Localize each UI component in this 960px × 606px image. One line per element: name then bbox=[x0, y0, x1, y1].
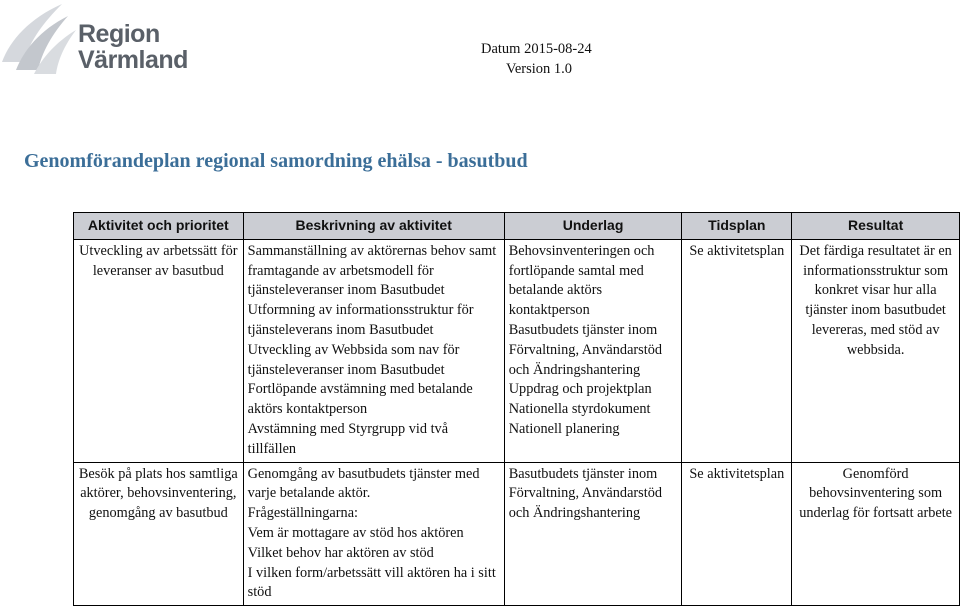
page-title: Genomförandeplan regional samordning ehälsa - basutbud bbox=[24, 150, 528, 172]
table-header-row bbox=[74, 213, 960, 240]
logo-line-2: Värmland bbox=[78, 46, 188, 74]
table-row bbox=[74, 239, 960, 462]
underlag-line: Nationella styrdokument bbox=[508, 401, 651, 418]
aktivitet-text: Besök på plats hos samtliga aktörer, behovsinventering, genomgång av basutbud bbox=[78, 465, 238, 522]
tidsplan-text: Se aktivitetsplan bbox=[689, 242, 785, 259]
cell-resultat bbox=[792, 462, 960, 606]
cell-underlag bbox=[504, 462, 682, 606]
cell-underlag bbox=[504, 239, 682, 462]
logo-swoosh-icon bbox=[0, 0, 80, 80]
underlag-line: Basutbudets tjänster inom Förvaltning, Användarstöd och Ändringshantering bbox=[508, 321, 663, 378]
resultat-text: Genomförd behovsinventering som underlag för fortsatt arbete bbox=[799, 465, 953, 522]
cell-tidsplan bbox=[682, 239, 792, 462]
cell-tidsplan bbox=[682, 462, 792, 606]
cell-resultat bbox=[792, 239, 960, 462]
beskrivning-line: I vilken form/arbetssätt vill aktören ha i sitt stöd bbox=[247, 564, 496, 601]
underlag-line: Basutbudets tjänster inom Förvaltning, Användarstöd och Ändringshantering bbox=[508, 465, 663, 522]
resultat-text: Det färdiga resultatet är en informationsstruktur som konkret visar hur alla tjänster inom basutbudet levereras, med stöd av webbsida. bbox=[799, 242, 952, 358]
logo-line-1: Region bbox=[78, 20, 160, 48]
tidsplan-text: Se aktivitetsplan bbox=[689, 465, 785, 482]
beskrivning-line: Utveckling av Webbsida som nav för tjänsteleveranser inom Basutbudet bbox=[247, 341, 460, 378]
beskrivning-line: Vem är mottagare av stöd hos aktören bbox=[247, 524, 464, 541]
aktivitet-text: Utveckling av arbetssätt för leveranser av basutbud bbox=[79, 242, 238, 279]
header-underlag: Underlag bbox=[504, 213, 682, 240]
region-varmland-logo bbox=[0, 0, 200, 80]
document-version: Version 1.0 bbox=[506, 61, 573, 77]
plan-table bbox=[73, 212, 960, 606]
cell-beskrivning bbox=[243, 462, 504, 606]
beskrivning-line: Sammanställning av aktörernas behov samt framtagande av arbetsmodell för tjänsteleveranser inom Basutbudet bbox=[247, 242, 497, 299]
table-row bbox=[74, 462, 960, 606]
underlag-line: Uppdrag och projektplan bbox=[508, 381, 652, 398]
header-resultat: Resultat bbox=[792, 213, 960, 240]
header-aktivitet: Aktivitet och prioritet bbox=[74, 213, 244, 240]
cell-aktivitet bbox=[74, 239, 244, 462]
beskrivning-line: Frågeställningarna: bbox=[247, 505, 359, 522]
beskrivning-line: Vilket behov har aktören av stöd bbox=[247, 544, 434, 561]
beskrivning-line: Utformning av informationsstruktur för tjänsteleverans inom Basutbudet bbox=[247, 302, 474, 338]
cell-aktivitet bbox=[74, 462, 244, 606]
beskrivning-line: Avstämning med Styrgrupp vid två tillfällen bbox=[247, 420, 449, 457]
underlag-line: Behovsinventeringen och fortlöpande samtal med betalande aktörs kontaktperson bbox=[508, 242, 655, 319]
header-tidsplan: Tidsplan bbox=[682, 213, 792, 240]
cell-beskrivning bbox=[243, 239, 504, 462]
beskrivning-line: Genomgång av basutbudets tjänster med varje betalande aktör. bbox=[247, 465, 480, 502]
document-meta bbox=[481, 39, 592, 79]
beskrivning-line: Fortlöpande avstämning med betalande aktörs kontaktperson bbox=[247, 381, 473, 418]
header-beskrivning: Beskrivning av aktivitet bbox=[243, 213, 504, 240]
underlag-line: Nationell planering bbox=[508, 420, 620, 437]
document-date: Datum 2015-08-24 bbox=[481, 41, 592, 57]
